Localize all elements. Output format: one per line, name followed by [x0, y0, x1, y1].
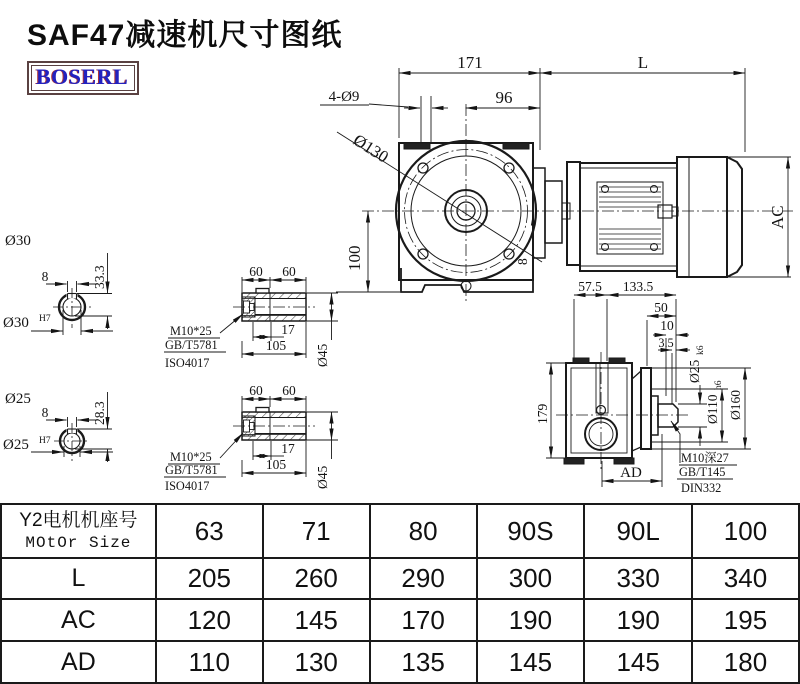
bushing-bottom-bolt: M10*25	[170, 450, 212, 464]
coupling-housing	[533, 168, 570, 258]
motor-size-table	[0, 503, 800, 684]
bushing-bottom-gbt: GB/T5781	[165, 463, 218, 477]
L-90L: 330	[584, 558, 692, 599]
AD-80: 135	[370, 641, 477, 683]
table-row-AC	[1, 599, 799, 641]
motor-size-header-cn: Y2电机机座号	[19, 510, 138, 531]
dim-flange-dia: Ø130	[349, 130, 392, 167]
size-63: 63	[156, 504, 263, 558]
bushing-top-gbt: GB/T5781	[165, 338, 218, 352]
AD-71: 130	[263, 641, 370, 683]
dim-AD: AD	[620, 465, 642, 481]
size-80: 80	[370, 504, 477, 558]
L-90S: 300	[477, 558, 585, 599]
center-lines	[362, 104, 793, 302]
bushing-top-105: 105	[265, 338, 287, 353]
dim-179: 179	[535, 403, 550, 424]
AC-90S: 190	[477, 599, 585, 641]
bushing-bottom-60b: 60	[282, 383, 296, 398]
table-row-AD	[1, 641, 799, 683]
AC-90L: 190	[584, 599, 692, 641]
bushing-top-bolt: M10*25	[170, 324, 212, 338]
motor-fins	[599, 187, 661, 249]
bore30-key-width: 8	[41, 269, 49, 284]
bushing-bottom-17: 17	[281, 441, 295, 456]
bore30-label: Ø30	[5, 233, 31, 249]
row-label-AC: AC	[1, 599, 156, 641]
bushing-bottom-iso: ISO4017	[165, 479, 210, 493]
table-row-L	[1, 558, 799, 599]
dim-mount-holes: 4-Ø9	[328, 89, 360, 105]
dim-L: L	[637, 53, 649, 72]
bushing-view-bottom	[164, 383, 338, 493]
brand-logo-text: BOSERL	[36, 64, 129, 89]
bushing-bottom-105: 105	[265, 457, 287, 472]
note-tap: M10深27	[681, 451, 729, 465]
L-80: 290	[370, 558, 477, 599]
dim-3-5: 3.5	[658, 336, 674, 350]
bushing-top-17: 17	[281, 322, 295, 337]
dim-10: 10	[660, 318, 674, 333]
bushing-top-d45: Ø45	[315, 343, 330, 367]
side-center-lines	[556, 352, 690, 470]
L-100: 340	[692, 558, 799, 599]
motor-size-header	[1, 504, 156, 558]
bore30-dia: Ø30	[3, 315, 29, 331]
bore25-key-width: 8	[41, 405, 49, 420]
dim-shaft-dia: Ø25	[687, 359, 702, 383]
AD-100: 180	[692, 641, 799, 683]
AC-80: 170	[370, 599, 477, 641]
AD-90S: 145	[477, 641, 585, 683]
bushing-bottom-60a: 60	[249, 383, 263, 398]
motor-size-header-en: MOtOr Size	[25, 534, 132, 552]
dim-flange-160: Ø160	[728, 390, 743, 420]
side-housing	[564, 358, 634, 464]
bore25-label: Ø25	[5, 391, 31, 407]
L-71: 260	[263, 558, 370, 599]
motor-body	[567, 157, 742, 277]
AD-63: 110	[156, 641, 263, 683]
bore30-key-depth: 33.3	[92, 265, 107, 289]
table-header-row	[1, 504, 799, 558]
note-din332: DIN332	[681, 481, 722, 495]
bore25-key-depth: 28.3	[92, 401, 107, 425]
size-100: 100	[692, 504, 799, 558]
dim-spigot-dia: Ø110	[705, 394, 720, 424]
bushing-view-top	[164, 264, 338, 370]
AC-100: 195	[692, 599, 799, 641]
bore30-tol: H7	[39, 314, 51, 324]
front-view	[320, 53, 793, 302]
dim-key-8: 8	[515, 258, 530, 265]
fan-cowl	[727, 157, 742, 277]
AD-90L: 145	[584, 641, 692, 683]
row-label-L: L	[1, 558, 156, 599]
bore-section-30	[3, 233, 113, 335]
note-gbt145: GB/T145	[679, 465, 726, 479]
size-90S: 90S	[477, 504, 585, 558]
bushing-top-60b: 60	[282, 264, 296, 279]
side-flange-shaft	[632, 368, 678, 451]
dim-57-5: 57.5	[578, 279, 602, 294]
AC-71: 145	[263, 599, 370, 641]
row-label-AD: AD	[1, 641, 156, 683]
dim-shaft-tol: k6	[696, 345, 706, 355]
dim-50: 50	[654, 300, 668, 315]
dim-96: 96	[495, 88, 513, 107]
dim-100: 100	[345, 245, 364, 271]
dim-171: 171	[457, 53, 483, 72]
bushing-top-60a: 60	[249, 264, 263, 279]
bushing-bottom-d45: Ø45	[315, 465, 330, 489]
dim-AC: AC	[768, 205, 787, 229]
side-view	[535, 279, 751, 495]
size-71: 71	[263, 504, 370, 558]
size-90L: 90L	[584, 504, 692, 558]
dim-spigot-tol: h6	[714, 380, 724, 390]
page-title: SAF47减速机尺寸图纸	[27, 19, 343, 52]
dim-133-5: 133.5	[622, 279, 654, 294]
front-view-dimensions	[320, 68, 791, 292]
bore25-dia: Ø25	[3, 437, 29, 453]
AC-63: 120	[156, 599, 263, 641]
bushing-top-iso: ISO4017	[165, 356, 210, 370]
L-63: 205	[156, 558, 263, 599]
bore-section-25	[3, 391, 113, 462]
bore25-tol: H7	[39, 436, 51, 446]
